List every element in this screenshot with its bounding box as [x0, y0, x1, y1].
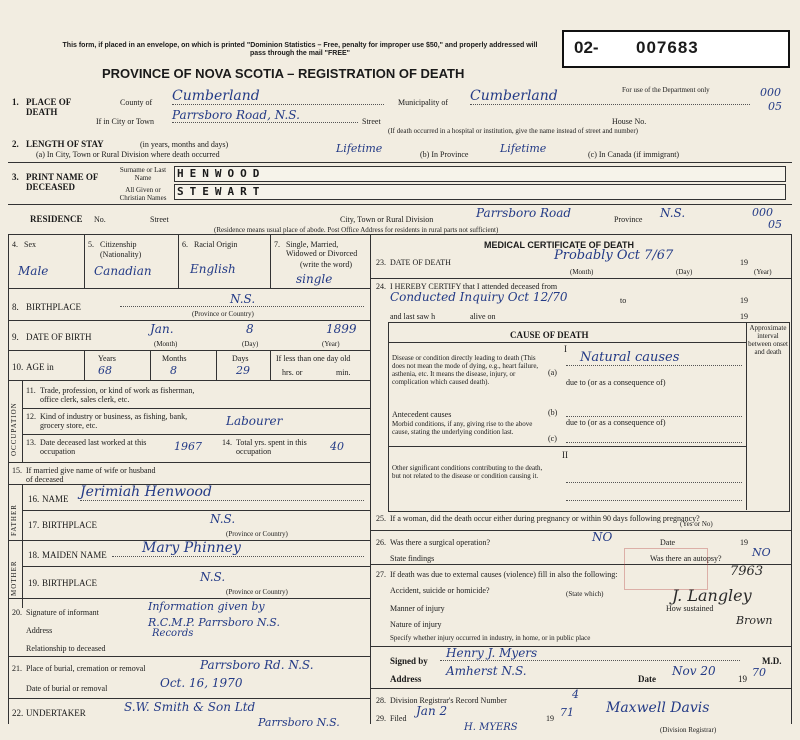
s14-num: 14.	[222, 438, 232, 447]
s19-sub: (Province or Country)	[226, 588, 288, 596]
code-place-2: 05	[768, 100, 782, 113]
signed-address: Amherst N.S.	[446, 664, 527, 678]
racial-origin-value: English	[190, 262, 236, 276]
s25-label: If a woman, did the death occur either during pregnancy or within 90 days following pregnancy?	[390, 514, 700, 523]
s24-alive-label: alive on	[470, 312, 496, 321]
signed-md: M.D.	[762, 656, 782, 666]
reg-prefix: 02-	[574, 38, 599, 57]
s11-label: Trade, profession, or kind of work as fisherman, office clerk, sales clerk, etc.	[40, 386, 195, 404]
s24-num: 24.	[376, 282, 386, 291]
age-months-label: Months	[162, 354, 187, 363]
age-months: 8	[170, 364, 177, 377]
other-line-2	[566, 490, 742, 501]
s2-a-label: (a) In City, Town or Rural Division where death occurred	[36, 150, 220, 159]
undertaker-value-2: Parrsboro N.S.	[258, 716, 340, 729]
s20-rel-label: Relationship to deceased	[26, 644, 106, 653]
s22-num: 22.	[12, 708, 24, 718]
autopsy-label: Was there an autopsy?	[650, 554, 722, 563]
s17-label: BIRTHPLACE	[42, 520, 97, 530]
s19-label: BIRTHPLACE	[42, 578, 97, 588]
s2-sub: (in years, months and days)	[140, 140, 229, 149]
cause-c-line	[566, 432, 742, 443]
informant-value: Information given by	[148, 600, 265, 613]
s10-label: AGE in	[26, 362, 54, 372]
s2-b-value: Lifetime	[500, 142, 547, 155]
s9-label: DATE OF BIRTH	[26, 332, 92, 342]
sex-value: Male	[18, 264, 49, 278]
registrar-label: (Division Registrar)	[660, 726, 717, 734]
how-sustained: How sustained	[666, 604, 714, 613]
s27-num: 27.	[376, 570, 386, 579]
s28-label: Division Registrar's Record Number	[390, 696, 507, 705]
state-which: (State which)	[566, 590, 604, 598]
mother-birthplace: N.S.	[200, 570, 226, 584]
due-to-a: due to (or as a consequence of)	[566, 378, 666, 387]
s24-last-label: and last saw h	[390, 312, 436, 321]
s5-label: Citizenship	[100, 240, 137, 249]
s21-date-label: Date of burial or removal	[26, 684, 108, 693]
s8-sub: (Province or Country)	[192, 310, 254, 318]
surname-label: Surname or Last Name	[119, 166, 167, 182]
s15-label: If married give name of wife or husband of deceased	[26, 466, 156, 484]
residence-province-label: Province	[614, 215, 643, 224]
other-conditions-desc: Other significant conditions contributing to the death, but not related to the disease or condition causing it.	[392, 464, 543, 480]
county-label: County of	[120, 98, 153, 107]
last-worked-value: 1967	[174, 440, 202, 453]
residence-code-2: 05	[768, 218, 782, 231]
signed-date-label: Date	[638, 674, 656, 684]
s3-num: 3.	[12, 172, 19, 182]
s21-label: Place of burial, cremation or removal	[26, 664, 146, 673]
signed-year: 70	[752, 666, 766, 679]
s19-num: 19.	[28, 578, 40, 588]
s2-c-label: (c) In Canada (if immigrant)	[588, 150, 680, 159]
residence-note: (Residence means usual place of abode. Post Office Address for residents in rural parts not sufficient)	[214, 226, 499, 234]
cause-a-label: (a)	[548, 368, 557, 377]
s5-num: 5.	[88, 240, 94, 249]
undertaker-value: S.W. Smith & Son Ltd	[124, 700, 256, 714]
residence-province-value: N.S.	[660, 206, 686, 220]
s2-num: 2.	[12, 139, 19, 149]
s7-num: 7.	[274, 240, 280, 249]
given-value: STEWART	[177, 185, 266, 198]
attended-value: Conducted Inquiry Oct 12/70	[390, 290, 568, 304]
s29-label: Filed	[390, 714, 407, 723]
s26-num: 26.	[376, 538, 386, 547]
s12-num: 12.	[26, 412, 36, 421]
filed-nineteen: 19	[546, 714, 554, 723]
registrar-signature: Maxwell Davis	[606, 700, 710, 716]
filed-year: 71	[560, 706, 574, 719]
house-label: House No.	[612, 117, 647, 126]
residence-city-label: City, Town or Rural Division	[340, 215, 434, 224]
form-title: PROVINCE OF NOVA SCOTIA – REGISTRATION OF DEATH	[102, 66, 465, 81]
dob-month-label: (Month)	[154, 340, 178, 348]
cause-c-label: (c)	[548, 434, 557, 443]
signed-year-prefix: 19	[738, 674, 747, 684]
manner-label: Manner of injury	[390, 604, 445, 613]
s21-num: 21.	[12, 664, 22, 673]
s13-num: 13.	[26, 438, 36, 447]
accident-label: Accident, suicide or homicide?	[390, 586, 490, 595]
father-birthplace: N.S.	[210, 512, 236, 526]
signed-address-label: Address	[390, 674, 422, 684]
residence-code-1: 000	[752, 206, 773, 219]
s2-b-label: (b) In Province	[420, 150, 469, 159]
s4-label: Sex	[24, 240, 36, 249]
s29-num: 29.	[376, 714, 386, 723]
s23-num: 23.	[376, 258, 386, 267]
record-number: 4	[572, 688, 579, 701]
mother-label: MOTHER	[10, 560, 18, 596]
s17-sub: (Province or Country)	[226, 530, 288, 538]
age-days-label: Days	[232, 354, 249, 363]
s22-label: UNDERTAKER	[26, 708, 86, 718]
cause-a-value: Natural causes	[566, 350, 742, 366]
code-place-1: 000	[760, 86, 781, 99]
s26-date-label: Date	[660, 538, 676, 547]
approx-interval-label: Approximate interval between onset and death	[748, 324, 788, 356]
dob-day-label: (Day)	[242, 340, 259, 348]
s20-label: Signature of informant	[26, 608, 99, 617]
signed-value: Henry J. Myers	[440, 646, 740, 661]
s24-to: to	[620, 296, 627, 305]
registration-number-box	[562, 30, 790, 68]
s6-num: 6.	[182, 240, 188, 249]
age-years-label: Years	[98, 354, 116, 363]
s8-label: BIRTHPLACE	[26, 302, 81, 312]
s23-label: DATE OF DEATH	[390, 258, 451, 267]
birthplace-value: N.S.	[120, 292, 364, 307]
industry-value: Labourer	[226, 414, 283, 428]
antecedent-label: Antecedent causes	[392, 410, 452, 419]
age-note: If less than one day old	[276, 354, 351, 363]
reg-number: 007683	[636, 38, 699, 57]
father-label: FATHER	[10, 504, 18, 536]
s18-label: MAIDEN NAME	[42, 550, 107, 560]
s3-label: PRINT NAME OF DECEASED	[26, 172, 98, 192]
s5-sub: (Nationality)	[100, 250, 142, 259]
antecedent-desc: Morbid conditions, if any, giving rise to the above cause, stating the underlying condition last.	[392, 420, 533, 436]
received-stamp	[624, 548, 708, 590]
specify-label: Specify whether injury occurred in industry, in home, or in public place	[390, 634, 591, 642]
s20-num: 20.	[12, 608, 22, 617]
s13-label: Date deceased last worked at this occupation	[40, 438, 147, 456]
residence-city-value: Parrsboro Road	[476, 206, 572, 220]
surgical-value: NO	[592, 530, 613, 544]
citizenship-value: Canadian	[94, 264, 152, 278]
marital-value: single	[296, 272, 333, 286]
s26-label: Was there a surgical operation?	[390, 538, 491, 547]
s15-num: 15.	[12, 466, 22, 475]
coroner-signature: J. Langley	[672, 586, 752, 605]
given-cells	[174, 184, 786, 200]
residence-label: RESIDENCE	[30, 214, 83, 224]
s1-label: PLACE OF DEATH	[26, 97, 71, 117]
s27-label: If death was due to external causes (violence) fill in also the following:	[390, 570, 618, 579]
s23-month-label: (Month)	[570, 268, 594, 276]
mother-maiden-name: Mary Phinney	[112, 540, 364, 557]
cause-b-label: (b)	[548, 408, 558, 417]
signed-label: Signed by	[390, 656, 428, 666]
s12-label: Kind of industry or business, as fishing, bank, grocery store, etc.	[40, 412, 188, 430]
s26-state-findings: State findings	[390, 554, 435, 563]
date-of-death-value: Probably Oct 7/67	[554, 248, 674, 263]
age-hrs: hrs. or	[282, 368, 303, 377]
other-line-1	[566, 472, 742, 483]
s14-label: Total yrs. spent in this occupation	[236, 438, 307, 456]
signed-date: Nov 20	[672, 664, 716, 678]
s26-nineteen: 19	[740, 538, 748, 547]
municipality-value: Cumberland	[470, 88, 750, 105]
s25-yes-no: (Yes or No)	[680, 520, 713, 528]
autopsy-value: NO	[752, 546, 771, 559]
burial-place: Parrsboro Rd. N.S.	[200, 658, 314, 672]
dob-year: 1899	[326, 322, 357, 336]
age-years: 68	[98, 364, 112, 377]
s2-label: LENGTH OF STAY	[26, 139, 104, 149]
burial-date: Oct. 16, 1970	[160, 676, 243, 690]
hospital-note: (If death occurred in a hospital or institution, give the name instead of street and number)	[388, 127, 638, 135]
given-label: All Given or Christian Names	[119, 186, 167, 202]
s23-nineteen: 19	[740, 258, 748, 267]
father-name: Jerimiah Henwood	[80, 484, 364, 501]
s7-sub: (write the word)	[300, 260, 352, 269]
s23-year-label: (Year)	[754, 268, 772, 276]
age-days: 29	[236, 364, 250, 377]
s16-num: 16.	[28, 494, 40, 504]
s24-label: I HEREBY CERTIFY that I attended deceased from	[390, 282, 558, 291]
s10-num: 10.	[12, 362, 24, 372]
informant-address: R.C.M.P. Parrsboro N.S.	[148, 616, 280, 629]
s2-a-value: Lifetime	[336, 142, 383, 155]
medical-title: MEDICAL CERTIFICATE OF DEATH	[484, 240, 634, 250]
roman-two: II	[562, 450, 568, 460]
residence-street-label: Street	[150, 215, 169, 224]
roman-one: I	[564, 344, 567, 354]
s7-label: Single, Married, Widowed or Divorced	[286, 240, 358, 258]
s11-num: 11.	[26, 386, 36, 395]
residence-no-label: No.	[94, 215, 106, 224]
total-years-value: 40	[330, 440, 344, 453]
cause-title: CAUSE OF DEATH	[510, 330, 589, 340]
s24-nineteen: 19	[740, 296, 748, 305]
direct-cause-desc: Disease or condition directly leading to death (This does not mean the mode of dying, e.g., heart failure, asthenia, etc. It means the disease, injury, or complication which caused death).	[392, 354, 539, 386]
s25-num: 25.	[376, 514, 386, 523]
dob-year-label: (Year)	[322, 340, 340, 348]
coroner-signature-2: Brown	[736, 614, 773, 627]
s1-num: 1.	[12, 97, 19, 107]
s9-num: 9.	[12, 332, 19, 342]
s16-label: NAME	[42, 494, 69, 504]
bottom-signature: H. MYERS	[464, 722, 518, 733]
dob-day: 8	[246, 322, 254, 336]
occupation-label: OCCUPATION	[10, 402, 18, 456]
nature-label: Nature of injury	[390, 620, 442, 629]
s20-address-label: Address	[26, 626, 53, 635]
s6-label: Racial Origin	[194, 240, 238, 249]
surname-value: HENWOOD	[177, 167, 266, 180]
s8-num: 8.	[12, 302, 19, 312]
cause-code: 7963	[730, 564, 764, 579]
filed-date: Jan 2	[416, 704, 448, 718]
mail-notice: This form, if placed in an envelope, on which is printed "Dominion Statistics – Free, penalty for improper use $50," and properly addressed will pass through the mail "FREE"	[62, 42, 538, 57]
s17-num: 17.	[28, 520, 40, 530]
city-label: If in City or Town	[96, 117, 154, 126]
municipality-label: Municipality of	[398, 98, 448, 107]
s28-num: 28.	[376, 696, 386, 705]
s4-num: 4.	[12, 240, 18, 249]
due-to-b: due to (or as a consequence of)	[566, 418, 666, 427]
informant-address-2: Records	[152, 628, 194, 639]
s23-day-label: (Day)	[676, 268, 693, 276]
cause-b-line	[566, 406, 742, 417]
surname-cells	[174, 166, 786, 182]
county-value: Cumberland	[172, 88, 384, 105]
s18-num: 18.	[28, 550, 40, 560]
s24-nineteen-2: 19	[740, 312, 748, 321]
dept-use-label: For use of the Department only	[622, 86, 710, 94]
age-min: min.	[336, 368, 351, 377]
dob-month: Jan.	[150, 322, 174, 336]
city-value: Parrsboro Road, N.S.	[172, 108, 358, 123]
street-label: Street	[362, 117, 381, 126]
